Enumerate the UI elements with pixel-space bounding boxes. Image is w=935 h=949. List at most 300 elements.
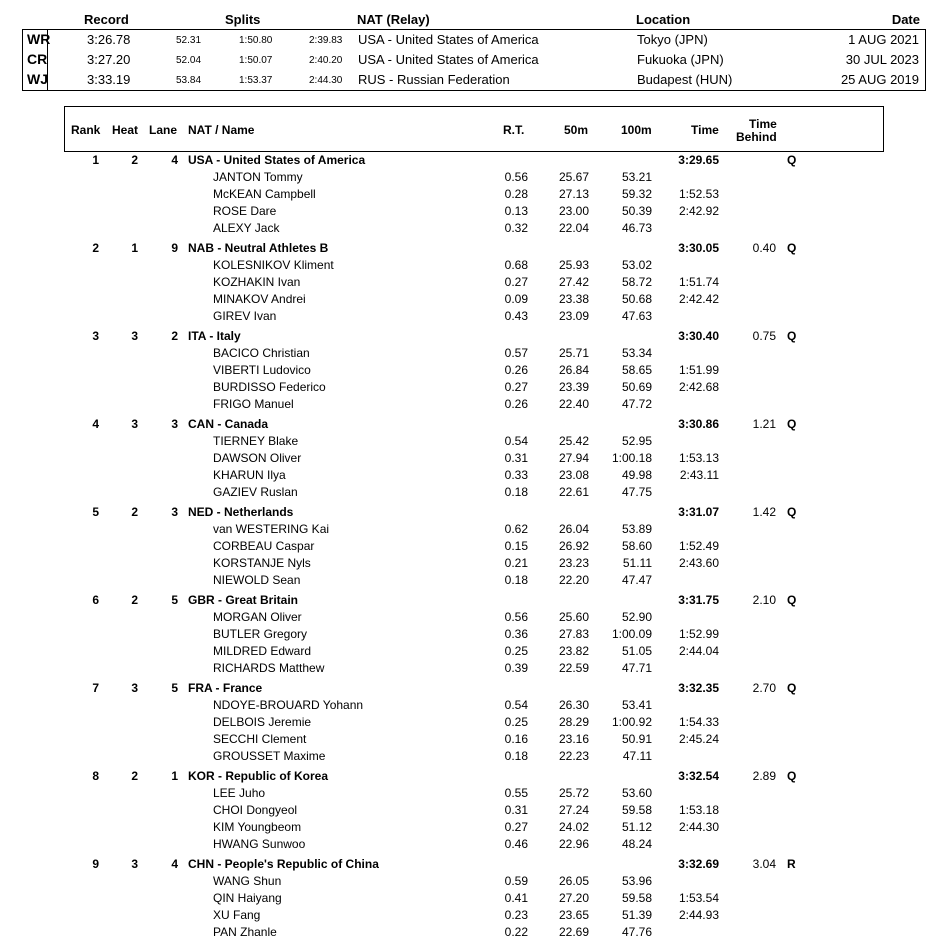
swimmer-row	[0, 643, 935, 660]
record-location: Fukuoka (JPN)	[637, 52, 724, 67]
record-time: 3:27.20	[87, 52, 131, 67]
swimmer-100m-split: 1:00.09	[611, 627, 652, 641]
team-time: 3:32.54	[678, 769, 719, 783]
swimmer-name: WANG Shun	[213, 874, 282, 888]
swimmer-reaction-time: 0.09	[504, 292, 528, 306]
splits-header: Splits	[225, 12, 261, 27]
team-time-behind: 2.10	[752, 593, 776, 607]
swimmer-100m-split: 53.96	[621, 874, 652, 888]
cumulative-split: 1:52.53	[678, 187, 719, 201]
team-heat: 3	[131, 681, 138, 695]
record-abbr: WJ	[27, 71, 48, 87]
record-header: Record	[84, 12, 129, 27]
swimmer-reaction-time: 0.56	[504, 610, 528, 624]
swimmer-name: McKEAN Campbell	[213, 187, 316, 201]
swimmer-row	[0, 203, 935, 220]
swimmer-100m-split: 53.21	[621, 170, 652, 184]
swimmer-name: TIERNEY Blake	[213, 434, 299, 448]
team-heat: 2	[131, 153, 138, 167]
team-nat: CHN - People's Republic of China	[188, 857, 379, 871]
swimmer-name: KORSTANJE Nyls	[213, 556, 311, 570]
swimmer-reaction-time: 0.54	[504, 698, 528, 712]
swimmer-50m-split: 23.38	[558, 292, 589, 306]
swimmer-reaction-time: 0.36	[504, 627, 528, 641]
team-lane: 9	[171, 241, 178, 255]
team-time: 3:31.07	[678, 505, 719, 519]
team-heat: 2	[131, 593, 138, 607]
swimmer-name: NIEWOLD Sean	[213, 573, 301, 587]
swimmer-100m-split: 53.41	[621, 698, 652, 712]
swimmer-reaction-time: 0.27	[504, 275, 528, 289]
cumulative-split: 2:45.24	[678, 732, 719, 746]
record-time: 3:26.78	[87, 32, 131, 47]
qualification-mark: Q	[787, 681, 797, 695]
team-nat: FRA - France	[188, 681, 263, 695]
record-split: 2:39.83	[309, 35, 343, 46]
swimmer-row	[0, 572, 935, 589]
cumulative-split: 1:52.49	[678, 539, 719, 553]
team-time: 3:32.35	[678, 681, 719, 695]
swimmer-reaction-time: 0.46	[504, 837, 528, 851]
swimmer-100m-split: 59.32	[621, 187, 652, 201]
swimmer-name: KOLESNIKOV Kliment	[213, 258, 334, 272]
record-abbr: WR	[27, 31, 51, 47]
swimmer-reaction-time: 0.27	[504, 380, 528, 394]
swimmer-name: QIN Haiyang	[213, 891, 282, 905]
col-heat: Heat	[112, 123, 139, 137]
swimmer-50m-split: 23.65	[558, 908, 589, 922]
record-split: 1:53.37	[239, 75, 273, 86]
swimmer-row	[0, 714, 935, 731]
cumulative-split: 1:53.13	[678, 451, 719, 465]
team-lane: 3	[171, 417, 178, 431]
record-nat: RUS - Russian Federation	[358, 72, 510, 87]
team-lane: 1	[171, 769, 178, 783]
swimmer-50m-split: 22.23	[558, 749, 589, 763]
col-nat-name: NAT / Name	[188, 123, 255, 137]
team-heat: 3	[131, 417, 138, 431]
swimmer-reaction-time: 0.18	[504, 485, 528, 499]
cumulative-split: 2:44.30	[678, 820, 719, 834]
swimmer-name: DELBOIS Jeremie	[213, 715, 312, 729]
swimmer-name: XU Fang	[213, 908, 261, 922]
record-date: 30 JUL 2023	[845, 52, 919, 67]
qualification-mark: Q	[787, 417, 797, 431]
team-lane: 5	[171, 593, 178, 607]
swimmer-row	[0, 220, 935, 237]
team-rank: 3	[92, 329, 99, 343]
team-rank: 8	[92, 769, 99, 783]
swimmer-100m-split: 51.39	[621, 908, 652, 922]
cumulative-split: 2:44.04	[678, 644, 719, 658]
swimmer-name: FRIGO Manuel	[213, 397, 294, 411]
swimmer-row	[0, 467, 935, 484]
swimmer-name: MINAKOV Andrei	[213, 292, 306, 306]
swimmer-row	[0, 731, 935, 748]
team-row	[0, 328, 935, 345]
team-time-behind: 2.70	[752, 681, 776, 695]
swimmer-row	[0, 609, 935, 626]
swimmer-100m-split: 47.72	[621, 397, 652, 411]
swimmer-100m-split: 47.75	[621, 485, 652, 499]
swimmer-reaction-time: 0.68	[504, 258, 528, 272]
swimmer-50m-split: 25.67	[558, 170, 589, 184]
swimmer-name: GROUSSET Maxime	[213, 749, 326, 763]
swimmer-row	[0, 836, 935, 853]
team-lane: 5	[171, 681, 178, 695]
record-location: Tokyo (JPN)	[637, 32, 708, 47]
qualification-mark: Q	[787, 241, 797, 255]
cumulative-split: 1:54.33	[678, 715, 719, 729]
swimmer-row	[0, 802, 935, 819]
swimmer-100m-split: 50.68	[621, 292, 652, 306]
col-time-behind-line1: Time	[749, 117, 777, 131]
team-rank: 9	[92, 857, 99, 871]
swimmer-row	[0, 186, 935, 203]
team-rank: 6	[92, 593, 99, 607]
swimmer-reaction-time: 0.57	[504, 346, 528, 360]
swimmer-name: CHOI Dongyeol	[213, 803, 298, 817]
swimmer-reaction-time: 0.16	[504, 732, 528, 746]
swimmer-50m-split: 22.61	[558, 485, 589, 499]
team-nat: ITA - Italy	[188, 329, 241, 343]
swimmer-100m-split: 50.69	[621, 380, 652, 394]
swimmer-50m-split: 25.42	[558, 434, 589, 448]
swimmer-50m-split: 27.42	[558, 275, 589, 289]
swimmer-50m-split: 25.71	[558, 346, 589, 360]
swimmer-50m-split: 23.23	[558, 556, 589, 570]
qualification-mark: Q	[787, 769, 797, 783]
team-row	[0, 768, 935, 785]
swimmer-100m-split: 51.11	[622, 556, 652, 570]
swimmer-name: BACICO Christian	[213, 346, 310, 360]
col-time-behind-line2: Behind	[736, 130, 777, 144]
swimmer-reaction-time: 0.25	[504, 644, 528, 658]
team-time: 3:30.40	[678, 329, 719, 343]
swimmer-100m-split: 49.98	[621, 468, 652, 482]
swimmer-name: DAWSON Oliver	[213, 451, 302, 465]
swimmer-name: MORGAN Oliver	[213, 610, 302, 624]
record-date: 1 AUG 2021	[848, 32, 919, 47]
swimmer-100m-split: 53.34	[621, 346, 652, 360]
swimmer-50m-split: 22.40	[558, 397, 589, 411]
swimmer-name: HWANG Sunwoo	[213, 837, 306, 851]
cumulative-split: 2:42.92	[678, 204, 719, 218]
swimmer-reaction-time: 0.39	[504, 661, 528, 675]
swimmer-row	[0, 257, 935, 274]
swimmer-100m-split: 48.24	[621, 837, 652, 851]
swimmer-50m-split: 26.04	[558, 522, 589, 536]
swimmer-50m-split: 25.60	[558, 610, 589, 624]
swimmer-row	[0, 308, 935, 325]
team-rank: 7	[92, 681, 99, 695]
team-time: 3:31.75	[678, 593, 719, 607]
swimmer-row	[0, 660, 935, 677]
swimmer-50m-split: 23.09	[558, 309, 589, 323]
swimmer-50m-split: 27.24	[558, 803, 589, 817]
team-row	[0, 416, 935, 433]
swimmer-row	[0, 873, 935, 890]
team-time-behind: 0.40	[752, 241, 776, 255]
team-time: 3:30.05	[678, 241, 719, 255]
swimmer-row	[0, 748, 935, 765]
swimmer-50m-split: 26.92	[558, 539, 589, 553]
team-nat: NAB - Neutral Athletes B	[188, 241, 329, 255]
team-heat: 2	[131, 505, 138, 519]
swimmer-50m-split: 26.05	[558, 874, 589, 888]
team-row	[0, 504, 935, 521]
swimmer-100m-split: 58.60	[621, 539, 652, 553]
swimmer-50m-split: 26.84	[558, 363, 589, 377]
swimmer-name: BUTLER Gregory	[213, 627, 308, 641]
cumulative-split: 1:52.99	[678, 627, 719, 641]
swimmer-50m-split: 27.94	[558, 451, 589, 465]
col-rt: R.T.	[503, 123, 525, 137]
swimmer-100m-split: 47.76	[621, 925, 652, 939]
swimmer-100m-split: 1:00.18	[611, 451, 652, 465]
team-rank: 1	[92, 153, 99, 167]
swimmer-100m-split: 51.12	[621, 820, 652, 834]
team-heat: 1	[131, 241, 138, 255]
swimmer-reaction-time: 0.21	[504, 556, 528, 570]
swimmer-row	[0, 555, 935, 572]
swimmer-row	[0, 345, 935, 362]
col-100m: 100m	[621, 123, 652, 137]
swimmer-reaction-time: 0.55	[504, 786, 528, 800]
swimmer-100m-split: 52.95	[621, 434, 652, 448]
swimmer-reaction-time: 0.26	[504, 397, 528, 411]
swimmer-50m-split: 27.13	[558, 187, 589, 201]
team-heat: 2	[131, 769, 138, 783]
record-split: 52.31	[176, 35, 202, 46]
swimmer-50m-split: 22.20	[558, 573, 589, 587]
swimmer-row	[0, 433, 935, 450]
swimmer-name: GAZIEV Ruslan	[213, 485, 298, 499]
swimmer-row	[0, 924, 935, 941]
team-time-behind: 3.04	[752, 857, 776, 871]
record-split: 2:40.20	[309, 55, 343, 66]
swimmer-50m-split: 26.30	[558, 698, 589, 712]
cumulative-split: 2:42.42	[678, 292, 719, 306]
swimmer-name: VIBERTI Ludovico	[213, 363, 311, 377]
swimmer-name: CORBEAU Caspar	[213, 539, 315, 553]
swimmer-name: GIREV Ivan	[213, 309, 277, 323]
team-heat: 3	[131, 329, 138, 343]
record-split: 52.04	[176, 55, 202, 66]
swimmer-reaction-time: 0.54	[504, 434, 528, 448]
qualification-mark: Q	[787, 505, 797, 519]
qualification-mark: Q	[787, 329, 797, 343]
swimmer-100m-split: 58.72	[621, 275, 652, 289]
swimmer-reaction-time: 0.43	[504, 309, 528, 323]
team-time-behind: 0.75	[752, 329, 776, 343]
cumulative-split: 2:44.93	[678, 908, 719, 922]
swimmer-name: LEE Juho	[213, 786, 266, 800]
swimmer-reaction-time: 0.56	[504, 170, 528, 184]
swimmer-50m-split: 25.72	[558, 786, 589, 800]
qualification-mark: R	[787, 857, 796, 871]
team-row	[0, 856, 935, 873]
team-lane: 4	[171, 857, 178, 871]
swimmer-row	[0, 785, 935, 802]
col-rank: Rank	[71, 123, 101, 137]
team-row	[0, 592, 935, 609]
swimmer-reaction-time: 0.28	[504, 187, 528, 201]
swimmer-reaction-time: 0.32	[504, 221, 528, 235]
swimmer-50m-split: 23.82	[558, 644, 589, 658]
swimmer-100m-split: 1:00.92	[611, 715, 652, 729]
team-time-behind: 1.21	[752, 417, 776, 431]
swimmer-row	[0, 396, 935, 413]
swimmer-row	[0, 697, 935, 714]
swimmer-name: van WESTERING Kai	[213, 522, 330, 536]
swimmer-reaction-time: 0.18	[504, 749, 528, 763]
swimmer-50m-split: 27.20	[558, 891, 589, 905]
swimmer-reaction-time: 0.31	[504, 451, 528, 465]
swimmer-row	[0, 362, 935, 379]
swimmer-50m-split: 22.69	[558, 925, 589, 939]
record-location: Budapest (HUN)	[637, 72, 733, 87]
record-split: 53.84	[176, 75, 202, 86]
swimmer-name: KHARUN Ilya	[213, 468, 286, 482]
team-nat: CAN - Canada	[188, 417, 269, 431]
swimmer-name: JANTON Tommy	[213, 170, 303, 184]
team-time: 3:32.69	[678, 857, 719, 871]
swimmer-100m-split: 58.65	[621, 363, 652, 377]
team-rank: 5	[92, 505, 99, 519]
swimmer-name: RICHARDS Matthew	[213, 661, 325, 675]
swimmer-100m-split: 50.91	[621, 732, 652, 746]
swimmer-row	[0, 538, 935, 555]
nat-relay-header: NAT (Relay)	[357, 12, 430, 27]
swimmer-100m-split: 59.58	[621, 803, 652, 817]
team-time: 3:30.86	[678, 417, 719, 431]
swimmer-row	[0, 626, 935, 643]
team-nat: KOR - Republic of Korea	[188, 769, 329, 783]
qualification-mark: Q	[787, 593, 797, 607]
swimmer-name: MILDRED Edward	[213, 644, 312, 658]
team-heat: 3	[131, 857, 138, 871]
swimmer-reaction-time: 0.26	[504, 363, 528, 377]
date-header: Date	[891, 12, 920, 27]
swimmer-reaction-time: 0.25	[504, 715, 528, 729]
swimmer-reaction-time: 0.31	[504, 803, 528, 817]
swimmer-reaction-time: 0.41	[504, 891, 528, 905]
team-nat: GBR - Great Britain	[188, 593, 299, 607]
cumulative-split: 2:42.68	[678, 380, 719, 394]
swimmer-100m-split: 47.63	[621, 309, 652, 323]
swimmer-100m-split: 46.73	[621, 221, 652, 235]
team-lane: 3	[171, 505, 178, 519]
team-time-behind: 1.42	[752, 505, 776, 519]
team-row	[0, 680, 935, 697]
team-time-behind: 2.89	[752, 769, 776, 783]
location-header: Location	[636, 12, 691, 27]
team-time: 3:29.65	[678, 153, 719, 167]
team-rank: 2	[92, 241, 99, 255]
swimmer-row	[0, 907, 935, 924]
swimmer-50m-split: 27.83	[558, 627, 589, 641]
cumulative-split: 1:53.54	[678, 891, 719, 905]
cumulative-split: 1:51.99	[678, 363, 719, 377]
swimmer-row	[0, 450, 935, 467]
swimmer-50m-split: 25.93	[558, 258, 589, 272]
record-nat: USA - United States of America	[358, 52, 539, 67]
swimmer-row	[0, 274, 935, 291]
col-50m: 50m	[564, 123, 589, 137]
record-split: 1:50.07	[239, 55, 273, 66]
team-row	[0, 240, 935, 257]
team-rank: 4	[92, 417, 99, 431]
swimmer-row	[0, 819, 935, 836]
swimmer-row	[0, 890, 935, 907]
col-lane: Lane	[149, 123, 178, 137]
cumulative-split: 2:43.60	[678, 556, 719, 570]
record-split: 1:50.80	[239, 35, 273, 46]
swimmer-row	[0, 521, 935, 538]
team-nat: USA - United States of America	[188, 153, 366, 167]
swimmer-100m-split: 50.39	[621, 204, 652, 218]
swimmer-50m-split: 24.02	[558, 820, 589, 834]
team-row	[0, 152, 935, 169]
swimmer-50m-split: 23.39	[558, 380, 589, 394]
swimmer-reaction-time: 0.59	[504, 874, 528, 888]
swimmer-row	[0, 291, 935, 308]
swimmer-50m-split: 23.16	[558, 732, 589, 746]
swimmer-reaction-time: 0.33	[504, 468, 528, 482]
record-date: 25 AUG 2019	[840, 72, 919, 87]
swimmer-reaction-time: 0.13	[504, 204, 528, 218]
swimmer-name: ROSE Dare	[213, 204, 277, 218]
swimmer-name: NDOYE-BROUARD Yohann	[213, 698, 364, 712]
swimmer-name: BURDISSO Federico	[213, 380, 326, 394]
swimmer-name: SECCHI Clement	[213, 732, 307, 746]
swimmer-50m-split: 22.04	[558, 221, 589, 235]
team-nat: NED - Netherlands	[188, 505, 294, 519]
record-split: 2:44.30	[309, 75, 343, 86]
cumulative-split: 1:53.18	[678, 803, 719, 817]
swimmer-row	[0, 169, 935, 186]
team-lane: 2	[171, 329, 178, 343]
swimmer-100m-split: 53.02	[621, 258, 652, 272]
swimmer-100m-split: 52.90	[621, 610, 652, 624]
swimmer-name: ALEXY Jack	[213, 221, 280, 235]
swimmer-reaction-time: 0.22	[504, 925, 528, 939]
cumulative-split: 1:51.74	[678, 275, 719, 289]
swimmer-50m-split: 22.59	[558, 661, 589, 675]
swimmer-50m-split: 23.00	[558, 204, 589, 218]
col-time: Time	[691, 123, 719, 137]
swimmer-reaction-time: 0.18	[504, 573, 528, 587]
swimmer-row	[0, 484, 935, 501]
swimmer-name: KIM Youngbeom	[213, 820, 302, 834]
swimmer-name: KOZHAKIN Ivan	[213, 275, 301, 289]
swimmer-100m-split: 53.89	[621, 522, 652, 536]
swimmer-50m-split: 23.08	[558, 468, 589, 482]
swimmer-100m-split: 59.58	[621, 891, 652, 905]
swimmer-100m-split: 53.60	[621, 786, 652, 800]
swimmer-reaction-time: 0.62	[504, 522, 528, 536]
swimmer-50m-split: 28.29	[558, 715, 589, 729]
team-lane: 4	[171, 153, 178, 167]
swimmer-50m-split: 22.96	[558, 837, 589, 851]
swimmer-100m-split: 47.11	[622, 749, 652, 763]
swimmer-100m-split: 47.47	[621, 573, 652, 587]
swimmer-reaction-time: 0.15	[504, 539, 528, 553]
swimmer-100m-split: 47.71	[621, 661, 652, 675]
swimmer-name: PAN Zhanle	[213, 925, 277, 939]
cumulative-split: 2:43.11	[679, 468, 719, 482]
